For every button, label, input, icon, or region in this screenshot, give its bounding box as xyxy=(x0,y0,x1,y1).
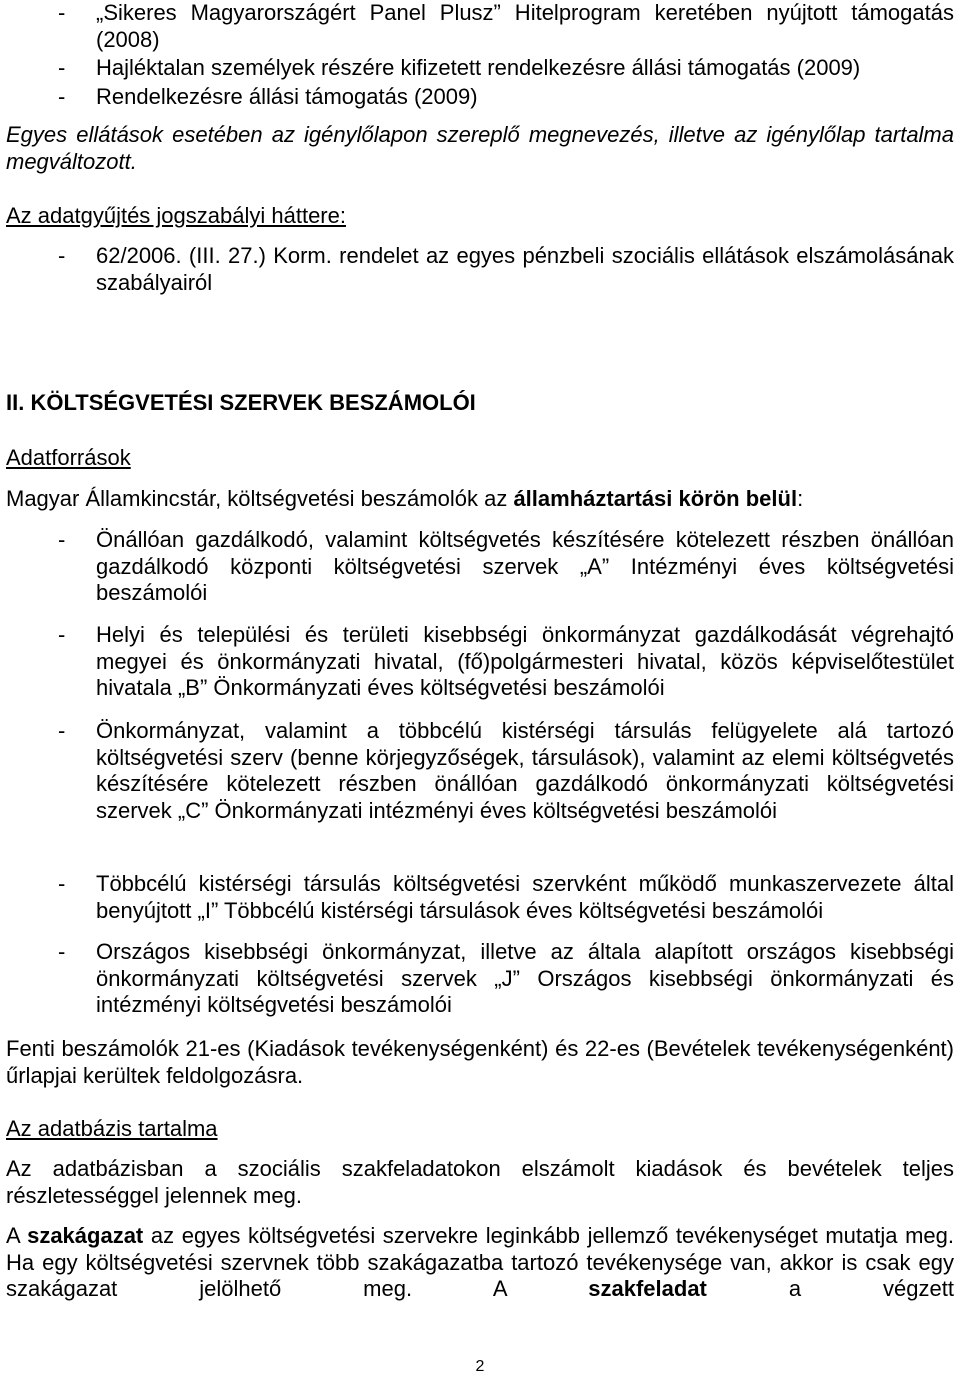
list-item-text: Rendelkezésre állási támogatás (2009) xyxy=(96,84,478,109)
list-item-text: Országos kisebbségi önkormányzat, illetve az általa alapított országos kisebbségi önkormányzati költségvetési szervek „J” Országos kisebbségi önkormányzati és intézményi költségvetési beszámolói xyxy=(96,939,954,1017)
list-dash: - xyxy=(58,0,66,25)
sources-intro-post: : xyxy=(797,486,804,511)
sources-intro-bold: államháztartási körön belül xyxy=(513,486,798,511)
branch-term-szakagazat: szakágazat xyxy=(27,1223,144,1248)
list-dash: - xyxy=(58,718,66,743)
list-item xyxy=(6,243,954,296)
database-paragraph: Az adatbázisban a szociális szakfeladatokon elszámolt kiadások és bevételek teljes részletességgel jelennek meg. xyxy=(6,1156,954,1208)
section-title: II. KÖLTSÉGVETÉSI SZERVEK BESZÁMOLÓI xyxy=(6,390,476,415)
list-dash: - xyxy=(58,84,66,109)
list-item-text: Többcélú kistérségi társulás költségvetési szervként működő munkaszervezete által benyújtott „I” Többcélú kistérségi társulások éves költségvetési beszámolói xyxy=(96,871,954,923)
list-item-text: Önkormányzat, valamint a többcélú kistérségi társulás felügyelete alá tartozó költségvetési szerv (benne körjegyzőségek, társulások), valamint az elemi költségvetés készítésére kötelezett részben önállóan gazdálkodó önkormányzati költségvetési szervek „C” Önkormányzati intézményi éves költségvetési beszámolói xyxy=(96,718,954,823)
list-item xyxy=(6,939,954,1019)
branch-text-3: a végzett xyxy=(706,1276,954,1301)
branch-text-1: A xyxy=(6,1223,28,1248)
list-item xyxy=(6,0,954,53)
list-item-text: 62/2006. (III. 27.) Korm. rendelet az egyes pénzbeli szociális ellátások elszámolásának szabályairól xyxy=(96,243,954,295)
sources-heading: Adatforrások xyxy=(6,445,131,470)
list-dash: - xyxy=(58,243,66,268)
branch-text-2: az egyes költségvetési szervekre leginkább jellemző tevékenységet mutatja meg. Ha egy költségvetési szervnek több szakágazatba tartozó tevékenysége van, akkor is csak egy szakágazat jelölhető meg. A xyxy=(6,1223,955,1301)
page-number: 2 xyxy=(475,1358,485,1375)
list-item-text: „Sikeres Magyarországért Panel Plusz” Hitelprogram keretében nyújtott támogatás (2008) xyxy=(96,0,954,52)
database-heading: Az adatbázis tartalma xyxy=(6,1116,218,1141)
note-paragraph: Egyes ellátások esetében az igénylőlapon szereplő megnevezés, illetve az igénylőlap tartalma megváltozott. xyxy=(6,122,954,174)
list-dash: - xyxy=(58,871,66,896)
list-dash: - xyxy=(58,527,66,552)
list-item-text: Hajléktalan személyek részére kifizetett rendelkezésre állási támogatás (2009) xyxy=(96,55,861,80)
list-item xyxy=(6,55,954,82)
branch-term-szakfeladat: szakfeladat xyxy=(588,1276,707,1301)
forms-paragraph: Fenti beszámolók 21-es (Kiadások tevékenységenként) és 22-es (Bevételek tevékenységenként) űrlapjai kerültek feldolgozásra. xyxy=(6,1036,954,1088)
list-dash: - xyxy=(58,939,66,964)
sources-intro-pre: Magyar Államkincstár, költségvetési beszámolók az xyxy=(6,486,514,511)
list-item xyxy=(6,622,954,702)
branch-paragraph xyxy=(6,1223,954,1303)
legal-heading: Az adatgyűjtés jogszabályi háttere: xyxy=(6,203,346,228)
list-item-text: Önállóan gazdálkodó, valamint költségvetés készítésére kötelezett részben önállóan gazdálkodó központi költségvetési szervek „A” Intézményi éves költségvetési beszámolói xyxy=(96,527,954,605)
list-item xyxy=(6,718,954,824)
list-dash: - xyxy=(58,55,66,80)
list-item xyxy=(6,527,954,607)
list-item xyxy=(6,871,954,924)
list-item-text: Helyi és települési és területi kisebbségi önkormányzat gazdálkodását végrehajtó megyei és önkormányzati hivatal, (fő)polgármesteri hivatal, közös képviselőtestület hivatala „B” Önkormányzati éves költségvetési beszámolói xyxy=(96,622,954,700)
list-dash: - xyxy=(58,622,66,647)
list-item xyxy=(6,84,954,111)
sources-intro xyxy=(6,486,954,513)
